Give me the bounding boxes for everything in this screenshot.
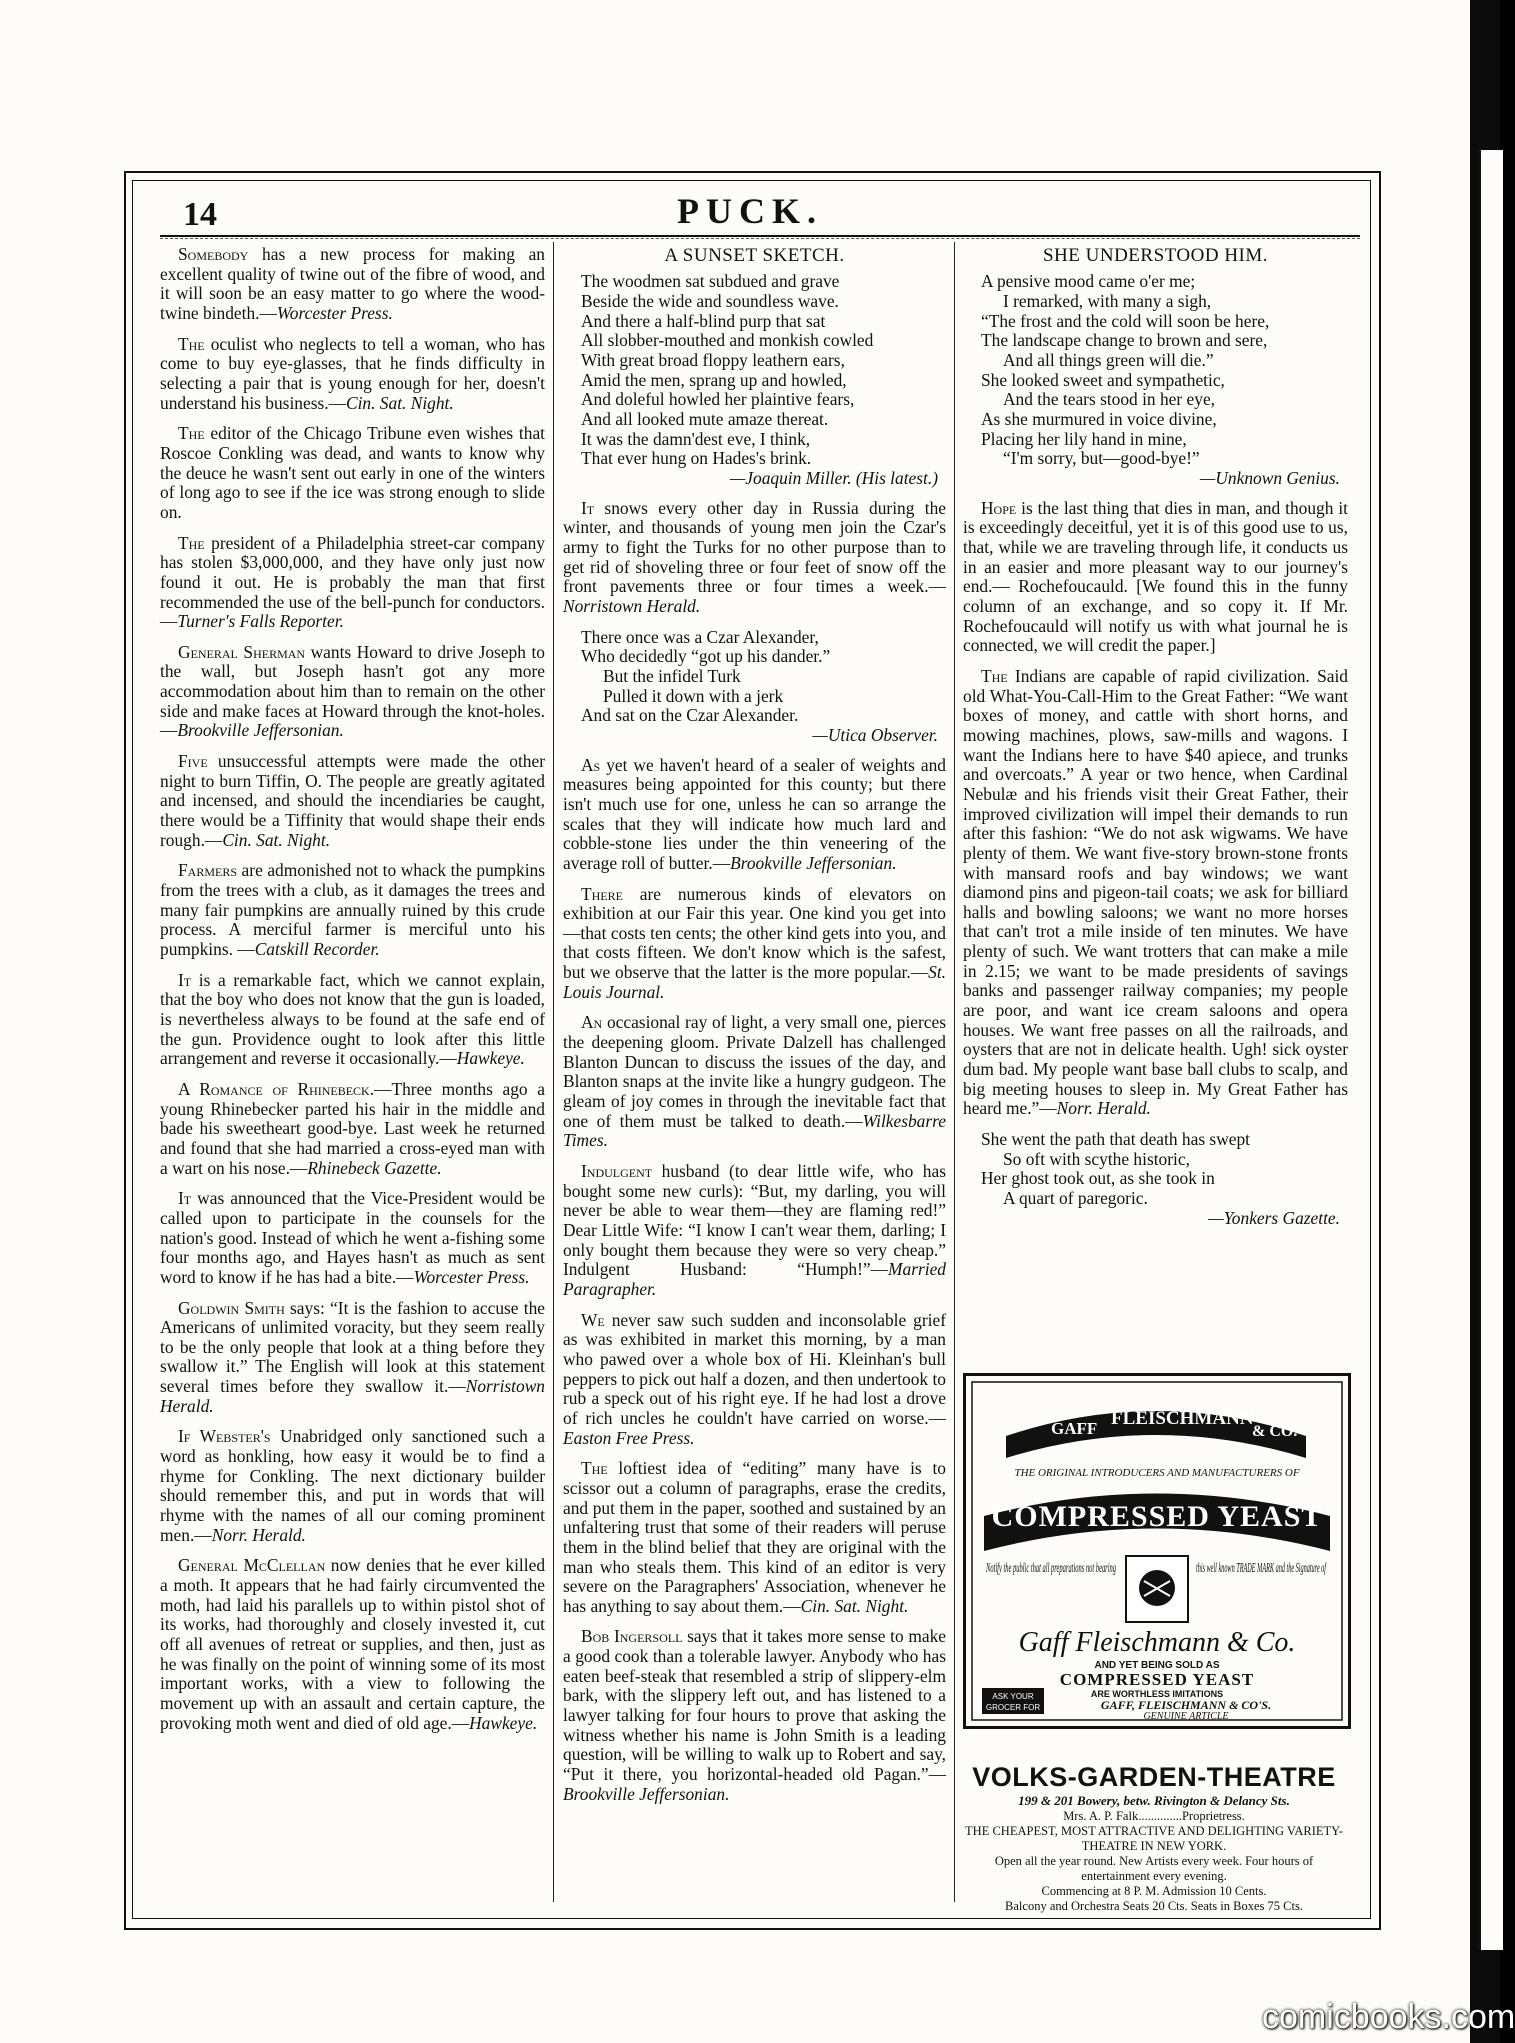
- news-item: [963, 667, 1348, 1119]
- theatre-line-1: THE CHEAPEST, MOST ATTRACTIVE AND DELIGHTING VARIETY-THEATRE IN NEW YORK.: [965, 1824, 1343, 1853]
- news-item: [963, 499, 1348, 656]
- sold-as-label: AND YET BEING SOLD AS: [1094, 1660, 1220, 1671]
- theatre-line-4: Balcony and Orchestra Seats 20 Cts. Seats in Boxes 75 Cts.: [1005, 1899, 1303, 1913]
- news-item: [160, 1080, 545, 1178]
- news-item: [160, 1189, 545, 1287]
- poem-line: A pensive mood came o'er me;: [981, 271, 1196, 292]
- item-lead: Goldwin Smith: [178, 1297, 285, 1318]
- genuine-article-label: GENUINE ARTICLE: [1143, 1711, 1229, 1722]
- item-source: Cin. Sat. Night.: [222, 829, 331, 850]
- item-text: never saw such sudden and inconsolable grief as was exhibited in market this morning, by a man who pawed over a whole box of Hi. Kleinhan's bull peppers to pick out half a dozen, and then undertook to rub a speck out of his right eye. If he had lost a drove of rich uncles he couldn't have carried on worse.—: [563, 1309, 946, 1428]
- item-source: Brookville Jeffersonian.: [563, 1783, 730, 1804]
- gaff-label: GAFF: [1051, 1419, 1098, 1438]
- item-text: yet we haven't heard of a sealer of weights and measures being appointed for this county; but there isn't much use for one, unless he can so arrange the scales that they will indicate how much lard and cobble-stone lies under the thin veneering of the average roll of butter.—: [563, 754, 946, 873]
- item-lead: The: [178, 423, 205, 444]
- item-text: wants Howard to drive Joseph to the wall, but Joseph hasn't got any more accommodation about him than to remain on the other side and make faces at Howard through the knot-holes.—: [160, 641, 545, 741]
- item-text: president of a Philadelphia street-car company has stolen $3,000,000, and they have only just now found it out. He is probably the man that first recommended the use of the bell-punch for conductors.—: [160, 532, 545, 632]
- item-text: says that it takes more sense to make a good cook than a tolerable lawyer. Anybody who has eaten beef-steak that resembled a strip of slippery-elm bark, with the slippery left out, and has listened to a lawyer talking for four hours to prove that asking the witness whether his name is John Smith is a leading question, will be willing to walk up to Robert and say, “Put it there, you horizontal-headed old Pagan.”—: [563, 1626, 946, 1785]
- news-item: [160, 245, 545, 324]
- item-text: now denies that he ever killed a moth. It appears that he had fairly circumvented the moth, had laid his parallels up to within pistol shot of its works, had thoroughly and closely invested it, cut off all avenues of retreat or supplies, and then, just as he was finally on the point of winning some of its most important works, with a view to following the movement up with an assault and certain capture, the provoking moth went and died of old age.—: [160, 1555, 546, 1733]
- news-item: [563, 1013, 946, 1151]
- poem-line: “I'm sorry, but—good-bye!”: [1003, 448, 1200, 469]
- item-text: are numerous kinds of elevators on exhibition at our Fair this year. One kind you get into—that costs ten cents; the other kind gets into you, and that costs fifteen. We don't know which is the safest, but we observe that the latter is the more popular.—: [563, 883, 946, 983]
- item-lead: There: [581, 883, 623, 904]
- poem-line: And sat on the Czar Alexander.: [581, 705, 799, 726]
- item-source: Wilkesbarre Times.: [563, 1110, 946, 1151]
- item-lead: An: [581, 1012, 603, 1033]
- item-source: Turner's Falls Reporter.: [177, 611, 344, 632]
- item-source: Norristown Herald.: [563, 595, 701, 616]
- poem-sunset-sketch: [563, 272, 946, 488]
- item-lead: Farmers: [178, 860, 238, 881]
- item-lead: We: [581, 1309, 605, 1330]
- page-number: 14: [183, 196, 217, 233]
- item-text: Unabridged only sanctioned such a word as honkling, how easy it would be to find a rhyme for Conkling. The next dictionary builder should remember this, and put in words that will rhyme with the names of all our coming prominent men.—: [160, 1426, 545, 1545]
- header-rule-dashed: [160, 238, 1360, 239]
- poem-line: And all looked mute amaze thereat.: [581, 409, 829, 430]
- news-item: [160, 1556, 545, 1733]
- news-item: [563, 885, 946, 1003]
- advertisement-volks-garden-theatre: [963, 1762, 1345, 1914]
- poem-line: A quart of paregoric.: [1003, 1188, 1148, 1208]
- item-text: Indians are capable of rapid civilization. Said old What-You-Call-Him to the Great Father: “We want boxes of money, and cattle with short horns, and mowing machines, plows, saw-mills and wagons. I want the Indians here to have $40 apiece, and trunks and overcoats.” A year or two hence, when Cardinal Nebulæ and his friends visit their Great Father, their improved civilization will impel their demands to run after this fashion: “We do not ask wigwams. We have plenty of them. We want five-story brown-stone fronts with mansard roofs and bay windows; we want diamond pins and pigeon-tail coats; we ask for billiard halls and bowling saloons; we want no more horses that can't trot a mile inside of ten minutes. We have plenty of such. We want trotters that can make a mile in 2.15; we want to be made presidents of savings banks and passenger railway companies; my people are poor, and want ice cream saloons and opera houses. We want free passes on all the railroads, and oysters that are not in delicate health. Ugh! sick oyster dum bad. My people want base ball clubs to scalp, and big meeting houses to sleep in. My Great Father has heard me.”—: [963, 665, 1348, 1119]
- item-lead: The: [581, 1458, 608, 1479]
- item-lead: If Webster's: [178, 1426, 271, 1447]
- poem-line: But the infidel Turk: [603, 665, 741, 686]
- poem-title: SHE UNDERSTOOD HIM.: [1042, 245, 1269, 266]
- trade-mark-emblem-icon: [1126, 1556, 1188, 1622]
- column-rule-2: [954, 242, 955, 1902]
- news-item: [563, 499, 946, 617]
- item-lead: The: [178, 333, 205, 354]
- theatre-line-3: Commencing at 8 P. M. Admission 10 Cents.: [1041, 1884, 1267, 1898]
- poem-line: The landscape change to brown and sere,: [981, 330, 1268, 351]
- worthless-label: ARE WORTHLESS IMITATIONS: [1090, 1689, 1224, 1699]
- item-lead: General McClellan: [178, 1555, 326, 1576]
- news-item: [160, 643, 545, 741]
- item-text: —Three months ago a young Rhinebecker parted his hair in the middle and bade his sweetheart good-bye. Last week he returned and found that she had married a cross-eyed man with a wart on his nose.—: [160, 1078, 545, 1178]
- poem-attribution: —Utica Observer.: [812, 724, 938, 745]
- news-item: [563, 756, 946, 874]
- trademark-label: this well known TRADE MARK and the Signature of: [1196, 1561, 1327, 1576]
- poem-line: Who decidedly “got up his dander.”: [581, 646, 831, 667]
- item-lead: As: [581, 754, 601, 775]
- item-source: Cin. Sat. Night.: [800, 1595, 909, 1616]
- news-item: [563, 1311, 946, 1449]
- item-lead: It: [581, 497, 595, 518]
- poem-line: There once was a Czar Alexander,: [581, 626, 819, 647]
- grocer-for-label: GROCER FOR: [985, 1703, 1041, 1712]
- item-source: St. Louis Journal.: [563, 962, 946, 1002]
- item-source: Worcester Press.: [276, 302, 393, 323]
- theatre-proprietress: Mrs. A. P. Falk..............Proprietress.: [1063, 1809, 1245, 1823]
- item-lead: A Romance of Rhinebeck.: [178, 1078, 375, 1099]
- poem-line: And there a half-blind purp that sat: [581, 310, 826, 331]
- item-source: Cin. Sat. Night.: [345, 392, 454, 413]
- item-text: is a remarkable fact, which we cannot explain, that the boy who does not know that the gun is loaded, is nevertheless always to be found at the safe end of the gun. Providence ought to look after this little arrangement and reverse it occasionally.—: [160, 969, 545, 1069]
- poem-line: That ever hung on Hades's brink.: [581, 448, 812, 469]
- item-text: loftiest idea of “editing” many have is to scissor out a column of paragraphs, erase the credits, and put them in the paper, soothed and sustained by an unfaltering trust that some of their readers will peruse them in the blind belief that they are original with the man who steals them. This kind of an editor is very severe on the Paragraphers' Association, whenever he has anything to say about them.—: [563, 1458, 946, 1616]
- item-lead: Bob Ingersoll: [581, 1626, 683, 1647]
- co-label: & CO.: [1252, 1423, 1298, 1440]
- item-text: editor of the Chicago Tribune even wishes that Roscoe Conkling was dead, and wants to know why the deuce he wasn't sent out early in one of the winters of long ago to see if the ice was strong enough to slide on.: [160, 423, 545, 522]
- item-source: Worcester Press.: [413, 1266, 530, 1287]
- item-source: Brookville Jeffersonian.: [730, 852, 897, 873]
- news-item: [563, 1459, 946, 1616]
- poem-attribution: —Unknown Genius.: [1199, 468, 1340, 489]
- poem-line: With great broad floppy leathern ears,: [581, 350, 845, 371]
- poem-line: Beside the wide and soundless wave.: [581, 291, 839, 312]
- poem-paregoric: [963, 1130, 1348, 1228]
- item-lead: Five: [178, 751, 208, 772]
- poem-line: Placing her lily hand in mine,: [981, 428, 1187, 449]
- item-text: says: “It is the fashion to accuse the Americans of unlimited voracity, but they seem really to be the only people that look at a thing before they swallow it.” The English will look at this statement several times before they swallow it.—: [160, 1297, 545, 1397]
- item-source: Easton Free Press.: [563, 1427, 695, 1448]
- poem-line: She went the path that death has swept: [981, 1129, 1251, 1150]
- item-source: Norristown Herald.: [160, 1376, 545, 1416]
- theatre-title: VOLKS-GARDEN-THEATRE: [972, 1762, 1336, 1792]
- item-lead: Somebody: [178, 244, 249, 264]
- poem-line: All slobber-mouthed and monkish cowled: [581, 330, 874, 351]
- signature-text: Gaff Fleischmann & Co.: [1018, 1627, 1296, 1658]
- news-item: [160, 752, 545, 850]
- news-item: [160, 424, 545, 522]
- poem-line: As she murmured in voice divine,: [981, 409, 1217, 430]
- masthead: PUCK.: [677, 191, 823, 231]
- item-lead: The: [981, 665, 1008, 686]
- poem-line: Her ghost took out, as she took in: [981, 1168, 1215, 1189]
- poem-attribution: —Joaquin Miller. (His latest.): [729, 468, 938, 489]
- fleischmann-label: FLEISCHMANN: [1111, 1408, 1254, 1429]
- poem-title: A SUNSET SKETCH.: [664, 245, 845, 266]
- poem-line: I remarked, with many a sigh,: [1003, 291, 1212, 312]
- news-item: [160, 1299, 545, 1417]
- item-lead: It: [178, 1188, 192, 1209]
- header-rule: [160, 235, 1360, 237]
- news-item: [563, 1627, 946, 1804]
- item-source: Brookville Jeffersonian.: [177, 720, 344, 741]
- theatre-address: 199 & 201 Bowery, betw. Rivington & Delancy Sts.: [1018, 1793, 1290, 1808]
- item-lead: The: [178, 532, 205, 553]
- column-3: [963, 245, 1348, 1238]
- news-item: [160, 534, 545, 632]
- news-item: [160, 335, 545, 414]
- item-source: Norr. Herald.: [1056, 1098, 1151, 1119]
- item-text: are admonished not to whack the pumpkins from the trees with a club, as it damages the trees and many fair pumpkins are annually ruined by this crude process. A merciful farmer is merciful unto his pumpkins. —: [160, 860, 545, 959]
- poem-line: And the tears stood in her eye,: [1003, 389, 1216, 410]
- item-text: oculist who neglects to tell a woman, who has come to buy eye-glasses, that he finds difficulty in selecting a pair that is young enough for her, doesn't understand his business.—: [160, 333, 545, 413]
- introducers-label: THE ORIGINAL INTRODUCERS AND MANUFACTURERS OF: [1014, 1467, 1300, 1479]
- news-item: [160, 1427, 545, 1545]
- sold-product-label: COMPRESSED YEAST: [1059, 1670, 1255, 1689]
- column-rule-1: [553, 242, 554, 1902]
- poem-line: And all things green will die.”: [1003, 350, 1214, 371]
- item-text: snows every other day in Russia during the winter, and thousands of young men join the Czar's army to fight the Turks for no other purpose than to get rid of shoveling three or four feet of snow off the front pavements three or four times a week.—: [563, 497, 946, 597]
- news-item: [563, 1162, 946, 1300]
- theatre-line-2: Open all the year round. New Artists every week. Four hours of entertainment every evening.: [994, 1854, 1314, 1883]
- item-text: was announced that the Vice-President would be called upon to participate in the counsels for the nation's good. Instead of which he went a-fishing some four months ago, and Hayes hasn't as much as sent word to know if he has had a bite.—: [160, 1188, 545, 1287]
- poem-line: It was the damn'dest eve, I think,: [581, 428, 811, 449]
- item-text: occasional ray of light, a very small one, pierces the deepening gloom. Private Dalzell has challenged Blanton Duncan to discuss the issues of the day, and Blanton snaps at the invite like a hungry gudgeon. The gleam of joy comes in through the inevitable fact that one of them must be talked to death.—: [563, 1012, 946, 1131]
- item-lead: General Sherman: [178, 641, 306, 662]
- item-source: Hawkeye.: [456, 1048, 525, 1069]
- news-item: [160, 971, 545, 1069]
- poem-line: Amid the men, sprang up and howled,: [581, 369, 847, 390]
- poem-she-understood-him: [963, 272, 1348, 488]
- item-lead: It: [178, 969, 192, 990]
- item-lead: Indulgent: [581, 1161, 653, 1182]
- news-item: [160, 861, 545, 959]
- poem-line: And doleful howled her plaintive fears,: [581, 389, 855, 410]
- facing-page-edge: [1478, 150, 1503, 1950]
- poem-line: Pulled it down with a jerk: [603, 685, 784, 706]
- item-source: Rhinebeck Gazette.: [307, 1157, 442, 1178]
- item-source: Married Paragrapher.: [563, 1259, 946, 1299]
- compressed-yeast-label: COMPRESSED YEAST: [991, 1500, 1323, 1533]
- item-text: has a new process for making an excellent quality of twine out of the fibre of wood, and it will soon be an easy matter to go where the wood-twine bindeth.—: [160, 244, 545, 323]
- poem-line: She looked sweet and sympathetic,: [981, 369, 1225, 390]
- poem-line: “The frost and the cold will soon be here,: [981, 310, 1270, 331]
- poem-czar-alexander: [563, 628, 946, 746]
- ask-your-label: ASK YOUR: [992, 1692, 1034, 1701]
- watermark: comicbooks.com: [1262, 1998, 1515, 2036]
- advertisement-fleischmann-yeast: [963, 1373, 1351, 1729]
- item-text: unsuccessful attempts were made the other night to burn Tiffin, O. The people are greatly agitated and incensed, and should the incendiaries be caught, there would be a Tiffinity that would shape their ends rough.—: [160, 751, 545, 850]
- genuine-brand-label: GAFF, FLEISCHMANN & CO'S.: [1100, 1698, 1272, 1712]
- column-1: [160, 245, 545, 1744]
- item-lead: Hope: [981, 497, 1017, 518]
- item-source: Catskill Recorder.: [254, 939, 380, 959]
- poem-attribution: —Yonkers Gazette.: [1208, 1207, 1340, 1228]
- poem-line: So oft with scythe historic,: [1003, 1148, 1190, 1169]
- item-source: Hawkeye.: [469, 1712, 538, 1733]
- item-source: Norr. Herald.: [211, 1524, 306, 1545]
- yeast-ad-artwork: [966, 1376, 1348, 1726]
- column-2: [563, 245, 946, 1815]
- poem-line: The woodmen sat subdued and grave: [581, 271, 840, 292]
- item-text: is the last thing that dies in man, and though it is exceedingly deceitful, yet it is of this good use to us, that, while we are traveling through life, it conducts us in an easier and more pleasant way to our journey's end.— Rochefoucauld. [We found this in the funny column of an exchange, and so copy it. If Mr. Rochefoucauld will notify us with what journal he is connected, we will credit the paper.]: [963, 497, 1348, 656]
- notify-label: Notify the public that all preparations not bearing: [985, 1561, 1116, 1576]
- item-text: husband (to dear little wife, who has bought some new curls): “But, my darling, you will never be able to wear them—they are flaming red!” Dear Little Wife: “I know I can't wear them, darling; I only bought them because they were so very cheap.” Indulgent Husband: “Humph!”—: [563, 1161, 946, 1280]
